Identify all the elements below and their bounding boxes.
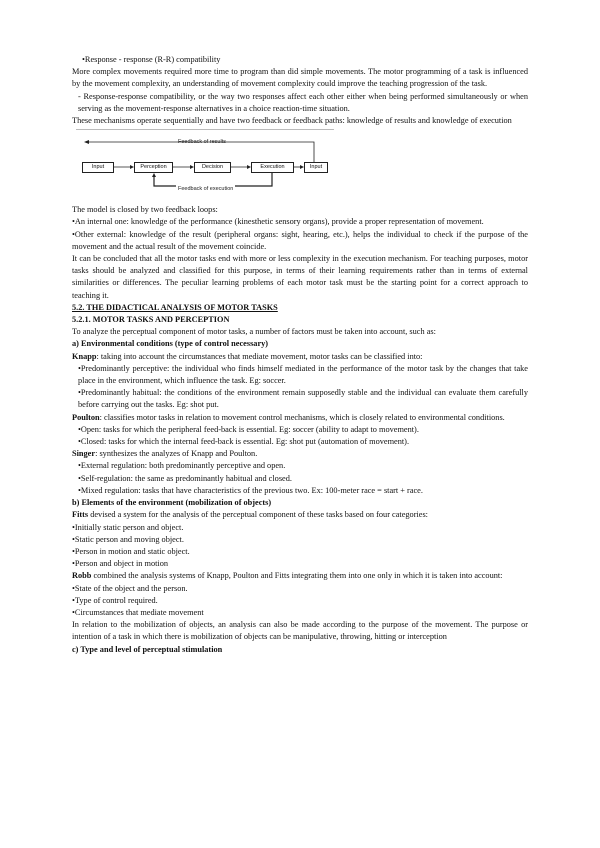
author-singer: Singer: [72, 449, 96, 459]
fitts-text: devised a system for the analysis of the perceptual component of these tasks based on four categories:: [88, 510, 428, 520]
diagram-box-perception: Perception: [134, 162, 173, 173]
paragraph-robb: [72, 570, 528, 582]
diagram-box-input: Input: [82, 162, 114, 173]
feedback-results-label: Feedback of results: [178, 139, 226, 146]
paragraph-poulton: [72, 412, 528, 424]
paragraph-complexity: More complex movements required more time to program than did simple movements. The motor programming of a task is influenced by the movement complexity, an understanding of movement complexity could improve the teaching progression of the task.: [72, 67, 528, 89]
robb-text: combined the analysis systems of Knapp, Poulton and Fitts integrating them into one only in which it is taken into account:: [91, 571, 503, 581]
diagram-box-input-2: Input: [304, 162, 328, 173]
bullet-rr-compatibility: •Response - response (R-R) compatibility: [82, 55, 221, 64]
heading-elements-environment: b) Elements of the environment (mobilization of objects): [72, 498, 272, 508]
bullet-fitts-2: •Static person and moving object.: [72, 534, 184, 544]
diagram-box-decision: Decision: [194, 162, 231, 173]
bullet-singer-self: •Self-regulation: the same as predominantly habitual and closed.: [78, 473, 292, 483]
feedback-diagram: [76, 129, 334, 198]
singer-text: : synthesizes the analyzes of Knapp and Poulton.: [95, 449, 258, 459]
section-title: 5.2. THE DIDACTICAL ANALYSIS OF MOTOR TASKS: [72, 302, 278, 312]
bullet-singer-external: •External regulation: both predominantly perceptive and open.: [78, 461, 286, 471]
bullet-knapp-habitual: •Predominantly habitual: the conditions of the environment remain supposedly stable and the individual can evaluate them carefully before carrying out the tasks. Eg: shot put.: [78, 388, 528, 410]
diagram-box-execution: Execution: [251, 162, 294, 173]
author-knapp: Knapp: [72, 351, 97, 361]
author-poulton: Poulton: [72, 412, 100, 422]
paragraph-mechanisms: These mechanisms operate sequentially and have two feedback or feedback paths: knowledge of results and knowledge of execution: [72, 116, 512, 126]
subsection-title: 5.2.1. MOTOR TASKS AND PERCEPTION: [72, 315, 230, 325]
bullet-internal-loop: •An internal one: knowledge of the performance (kinesthetic sensory organs), provide a proper representation of movement.: [72, 217, 484, 227]
author-robb: Robb: [72, 571, 92, 581]
feedback-execution-label: Feedback of execution: [176, 183, 235, 195]
bullet-robb-3: •Circumstances that mediate movement: [72, 607, 204, 617]
heading-environmental-conditions: a) Environmental conditions (type of control necessary): [72, 339, 269, 349]
paragraph-mobilization: In relation to the mobilization of objects, an analysis can also be made according to the purpose of the movement. The purpose or intention of a task in which there is mobilization of objects can be manipulative, throwing, hitting or interception: [72, 620, 528, 642]
poulton-text: : classifies motor tasks in relation to movement control mechanisms, which is closely related to environmental conditions.: [99, 412, 505, 422]
bullet-fitts-3: •Person in motion and static object.: [72, 546, 190, 556]
bullet-poulton-open: •Open: tasks for which the peripheral feed-back is essential. Eg: soccer (ability to adapt to movement).: [78, 424, 419, 434]
bullet-fitts-4: •Person and object in motion: [72, 559, 169, 569]
paragraph-intro: To analyze the perceptual component of motor tasks, a number of factors must be taken into account, such as:: [72, 327, 436, 337]
bullet-external-loop: •Other external: knowledge of the result (peripheral organs: sight, hearing, etc.), helps the individual to check if the purpose of the movement and the actual result of the movement coincide.: [72, 229, 528, 251]
document-page: [72, 54, 528, 656]
author-fitts: Fitts: [72, 510, 89, 520]
paragraph-fitts: [72, 509, 528, 521]
paragraph-conclusion: It can be concluded that all the motor tasks end with more or less complexity in the execution mechanism. For teaching purposes, motor tasks should be analyzed and classified for this purpose, in terms of their learning requirements rather than in terms of external similarities or differences. The peculiar learning problems of each motor task must be the starting point for a correct approach to teaching it.: [72, 254, 528, 300]
paragraph-knapp: [72, 351, 528, 363]
paragraph-singer: [72, 448, 528, 460]
bullet-poulton-closed: •Closed: tasks for which the internal feed-back is essential. Eg: shot put (automation of movement).: [78, 437, 410, 447]
heading-perceptual-stimulation: c) Type and level of perceptual stimulation: [72, 644, 223, 654]
bullet-singer-mixed: •Mixed regulation: tasks that have characteristics of the previous two. Ex: 100-meter race = start + race.: [78, 485, 423, 495]
bullet-robb-2: •Type of control required.: [72, 595, 158, 605]
bullet-fitts-1: •Initially static person and object.: [72, 522, 184, 532]
knapp-text: : taking into account the circumstances that mediate movement, motor tasks can be classified into:: [96, 351, 423, 361]
bullet-knapp-perceptive: •Predominantly perceptive: the individual who finds himself mediated in the performance of the motor task by the changes that take place in the environment, which influence the task. Eg: soccer.: [78, 363, 528, 386]
paragraph-model-closed: The model is closed by two feedback loops:: [72, 205, 218, 215]
bullet-robb-1: •State of the object and the person.: [72, 583, 188, 593]
paragraph-rr-definition: - Response-response compatibility, or the way two responses affect each other either when being performed simultaneously or when serving as the movement-response alternatives in a choice reaction-time situation.: [78, 91, 528, 113]
